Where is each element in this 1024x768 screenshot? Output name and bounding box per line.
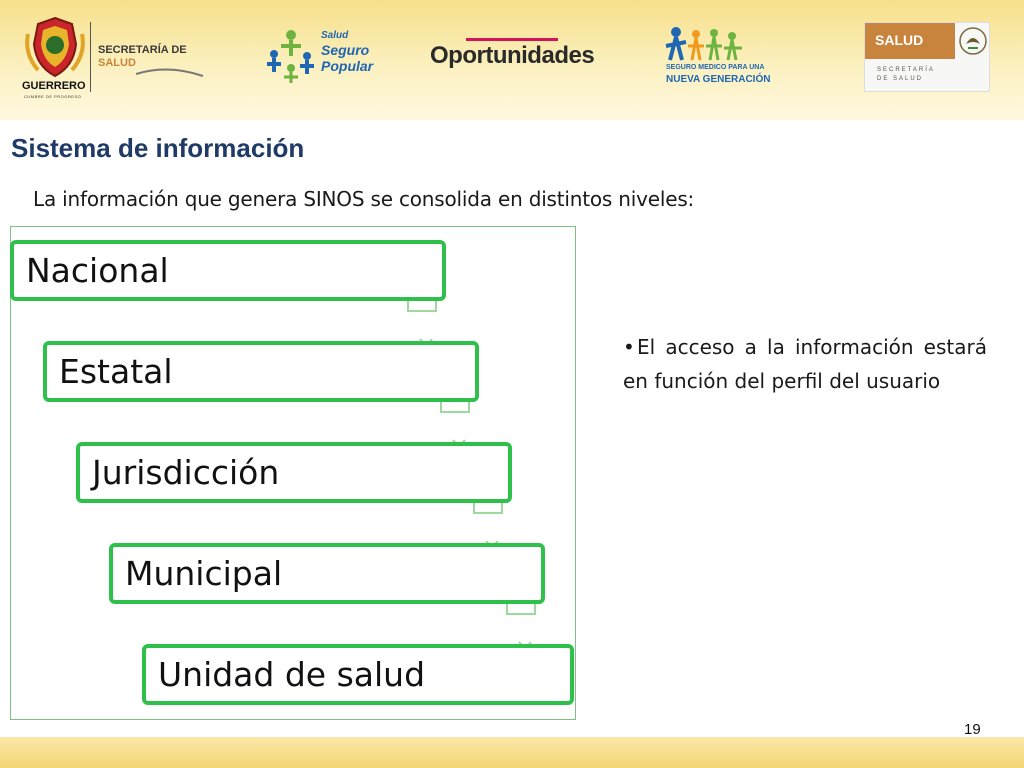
header-banner — [0, 0, 1024, 120]
guerrero-logo — [20, 14, 90, 100]
nueva-generacion-line1: SEGURO MEDICO PARA UNA — [666, 64, 765, 71]
salud-federal-line1: SECRETARÍA — [877, 67, 935, 73]
seguro-popular-logo — [265, 28, 377, 84]
guerrero-coat-of-arms-icon — [20, 14, 90, 84]
footer-banner — [0, 737, 1024, 768]
level-connector-icon — [472, 503, 473, 504]
bullet-dot-icon: • — [623, 335, 635, 359]
level-label: Estatal — [59, 352, 173, 391]
level-connector-icon — [505, 604, 506, 605]
level-box — [109, 543, 545, 604]
level-box — [142, 644, 574, 705]
level-box — [10, 240, 446, 301]
header-divider — [90, 22, 91, 92]
seguro-popular-line3: Popular — [321, 58, 374, 74]
oportunidades-accent-bar — [466, 38, 558, 41]
guerrero-tagline: CUMBRE DE PROGRESO — [24, 94, 82, 99]
swoosh-icon — [98, 62, 208, 82]
level-connector-icon — [406, 301, 407, 302]
nueva-generacion-logo — [664, 24, 794, 88]
seguro-popular-line1: Salud — [321, 30, 349, 41]
children-figures-icon — [664, 24, 744, 64]
secretaria-salud-logo — [98, 44, 208, 84]
level-label: Nacional — [26, 251, 169, 290]
salud-title-band — [865, 23, 955, 59]
slide-title: Sistema de información — [11, 133, 305, 163]
level-label: Unidad de salud — [158, 655, 426, 694]
nueva-generacion-line2: NUEVA GENERACIÓN — [666, 74, 771, 85]
level-box — [76, 442, 512, 503]
mexico-eagle-icon — [958, 26, 988, 56]
page-number: 19 — [964, 721, 981, 738]
oportunidades-wordmark: Oportunidades — [430, 42, 595, 69]
guerrero-wordmark: GUERRERO — [22, 80, 86, 92]
slide-subtitle: La información que genera SINOS se consolida en distintos niveles: — [33, 187, 695, 211]
seguro-popular-line2: Seguro — [321, 42, 370, 58]
salud-federal-line2: DE SALUD — [877, 76, 924, 82]
salud-title: SALUD — [875, 32, 924, 48]
seguro-popular-figures-icon — [265, 28, 317, 84]
level-box — [43, 341, 479, 402]
level-label: Municipal — [125, 554, 283, 593]
level-label: Jurisdicción — [92, 453, 280, 492]
salud-federal-logo — [864, 22, 990, 92]
secretaria-line2: SALUD — [98, 57, 136, 69]
bullet-text: El acceso a la información estará en función del perfil del usuario — [623, 335, 987, 393]
bullet-item — [623, 330, 987, 398]
secretaria-line1: SECRETARÍA DE — [98, 44, 187, 56]
oportunidades-logo — [430, 38, 595, 78]
level-connector-icon — [439, 402, 440, 403]
